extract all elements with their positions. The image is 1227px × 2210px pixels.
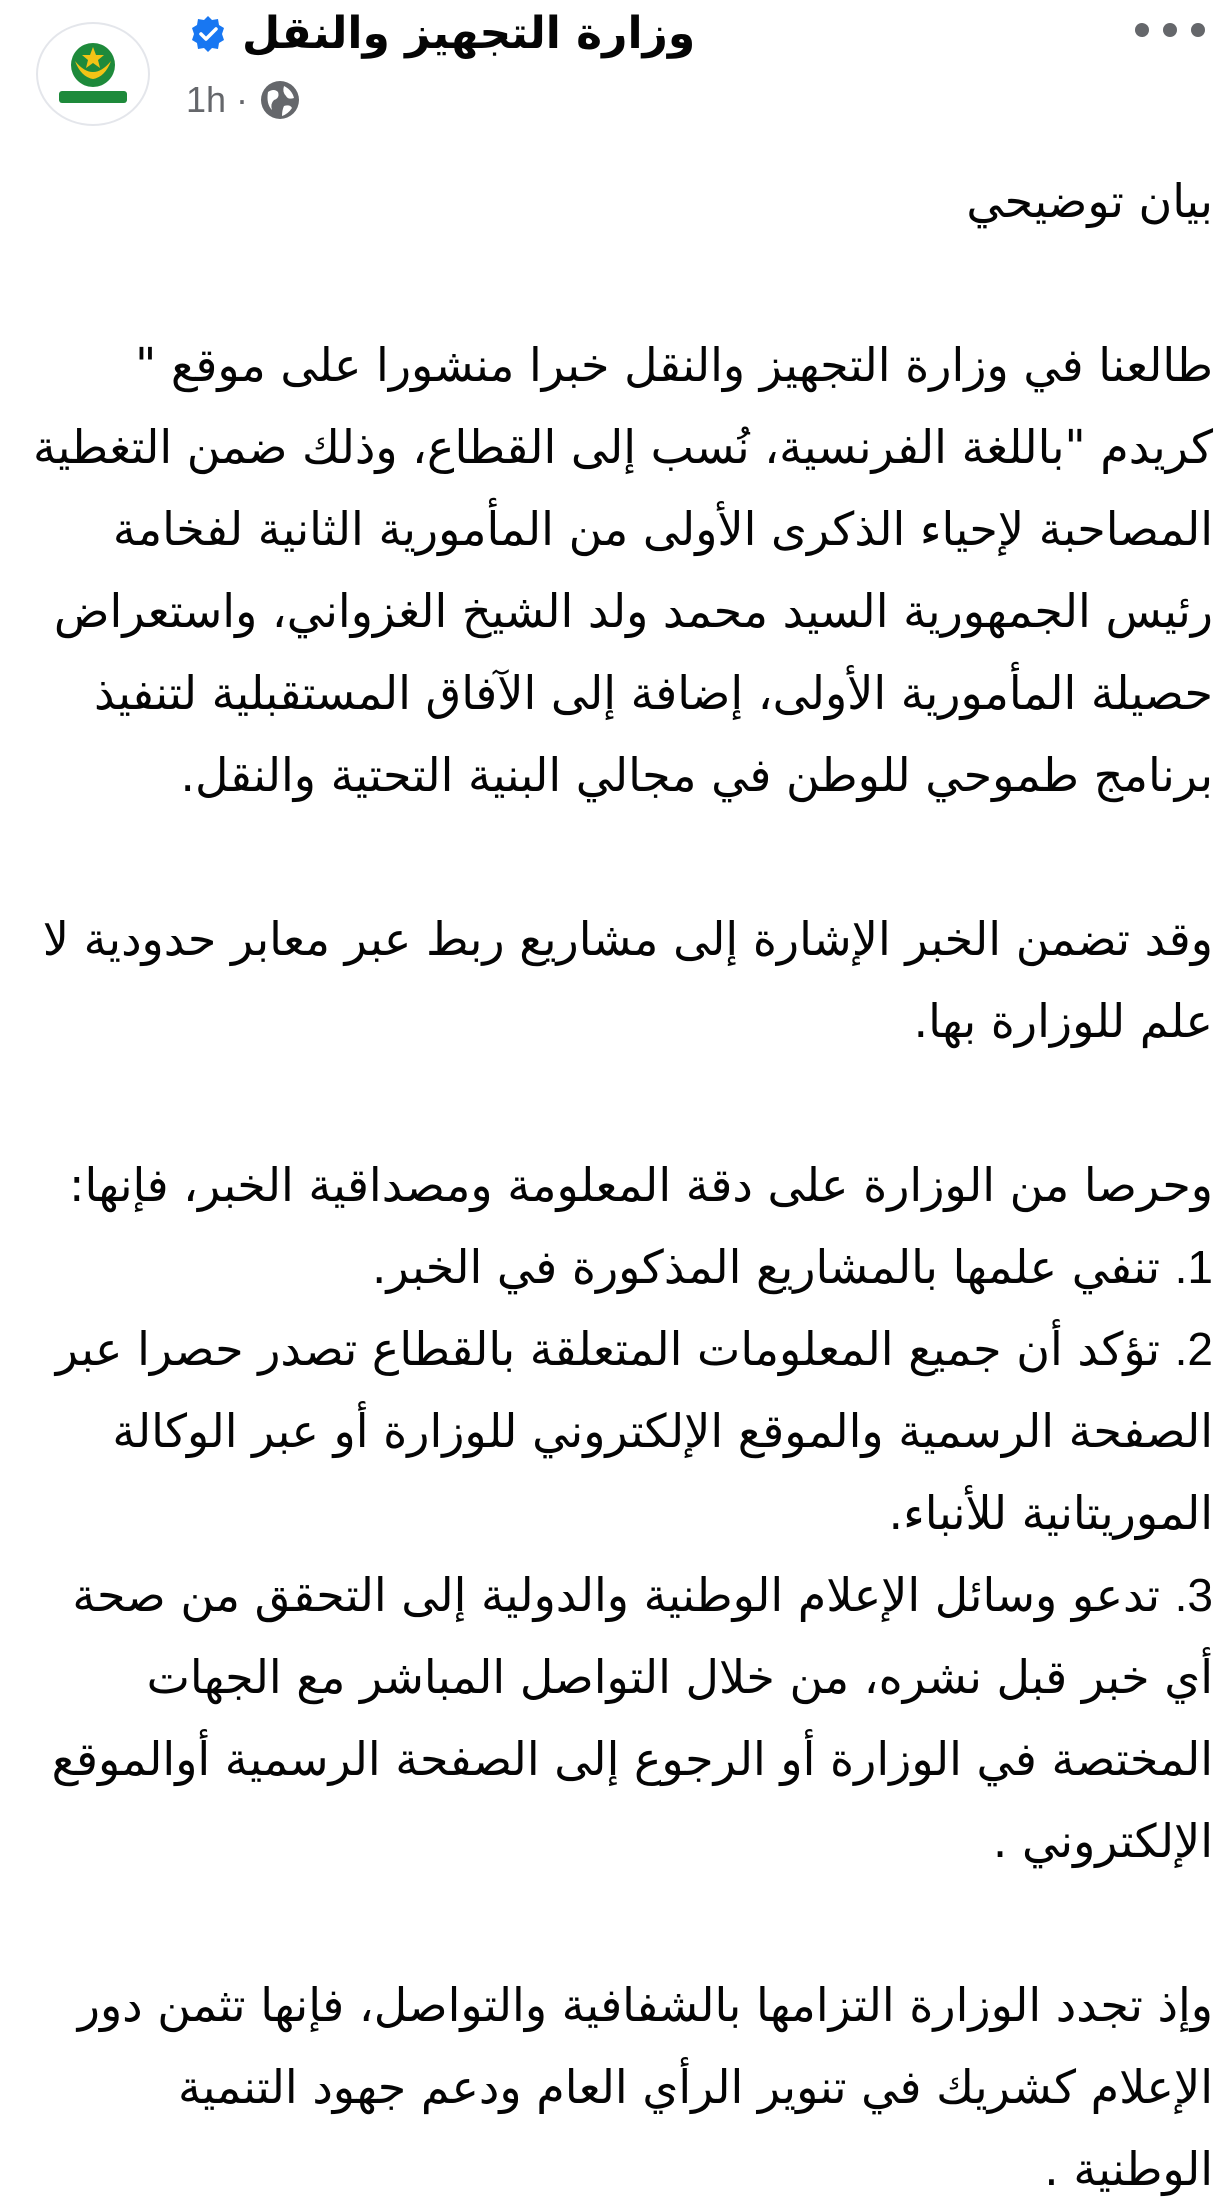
paragraph-spacer xyxy=(33,1062,1213,1144)
meta-separator: · xyxy=(236,79,249,120)
list-item xyxy=(33,1226,1213,1308)
post-paragraph: وقد تضمن الخبر الإشارة إلى مشاريع ربط عبر معابر حدودية لا علم للوزارة بها. xyxy=(42,912,1213,1048)
list-text: تنفي علمها بالمشاريع المذكورة في الخبر. xyxy=(371,1240,1160,1294)
list-item xyxy=(33,1554,1213,1882)
globe-icon[interactable] xyxy=(258,78,302,122)
list-text: تؤكد أن جميع المعلومات المتعلقة بالقطاع تصدر حصرا عبر الصفحة الرسمية والموقع الإلكتروني للوزارة أو عبر الوكالة الموريتانية للأنباء. xyxy=(55,1322,1213,1540)
post-body xyxy=(33,160,1213,2210)
post-meta xyxy=(186,78,302,122)
more-options-button[interactable] xyxy=(1135,10,1205,50)
more-dot-icon xyxy=(1191,23,1205,37)
page-name-row xyxy=(188,8,695,59)
post-header xyxy=(0,0,1227,140)
more-dot-icon xyxy=(1163,23,1177,37)
paragraph-spacer xyxy=(33,1882,1213,1964)
verified-badge-icon xyxy=(188,14,228,54)
list-item xyxy=(33,1308,1213,1554)
post-time[interactable]: 1h xyxy=(186,79,227,120)
list-number: 1. xyxy=(1174,1241,1213,1293)
post-title: بيان توضيحي xyxy=(966,174,1213,228)
post-paragraph: وحرصا من الوزارة على دقة المعلومة ومصداقية الخبر، فإنها: xyxy=(69,1158,1213,1212)
page-avatar[interactable] xyxy=(36,22,150,126)
ministry-logo-icon xyxy=(53,39,133,109)
paragraph-spacer xyxy=(33,242,1213,324)
list-text: تدعو وسائل الإعلام الوطنية والدولية إلى التحقق من صحة أي خبر قبل نشره، من خلال التواصل المباشر مع الجهات المختصة في الوزارة أو الرجوع إلى الصفحة الرسمية أوالموقع الإلكتروني . xyxy=(51,1568,1213,1868)
page-name[interactable]: وزارة التجهيز والنقل xyxy=(242,8,696,59)
list-number: 2. xyxy=(1174,1323,1213,1375)
more-dot-icon xyxy=(1135,23,1149,37)
post-paragraph: طالعنا في وزارة التجهيز والنقل خبرا منشورا على موقع " كريدم "باللغة الفرنسية، نُسب إلى القطاع، وذلك ضمن التغطية المصاحبة لإحياء الذكرى الأولى من المأمورية الثانية لفخامة رئيس الجمهورية السيد محمد ولد الشيخ الغزواني، واستعراض حصيلة المأمورية الأولى، إضافة إلى الآفاق المستقبلية لتنفيذ برنامج طموحي للوطن في مجالي البنية التحتية والنقل. xyxy=(33,338,1213,802)
post-paragraph: وإذ تجدد الوزارة التزامها بالشفافية والتواصل، فإنها تثمن دور الإعلام كشريك في تنوير الرأي العام ودعم جهود التنمية الوطنية . xyxy=(77,1978,1213,2196)
list-number: 3. xyxy=(1174,1569,1213,1621)
paragraph-spacer xyxy=(33,816,1213,898)
